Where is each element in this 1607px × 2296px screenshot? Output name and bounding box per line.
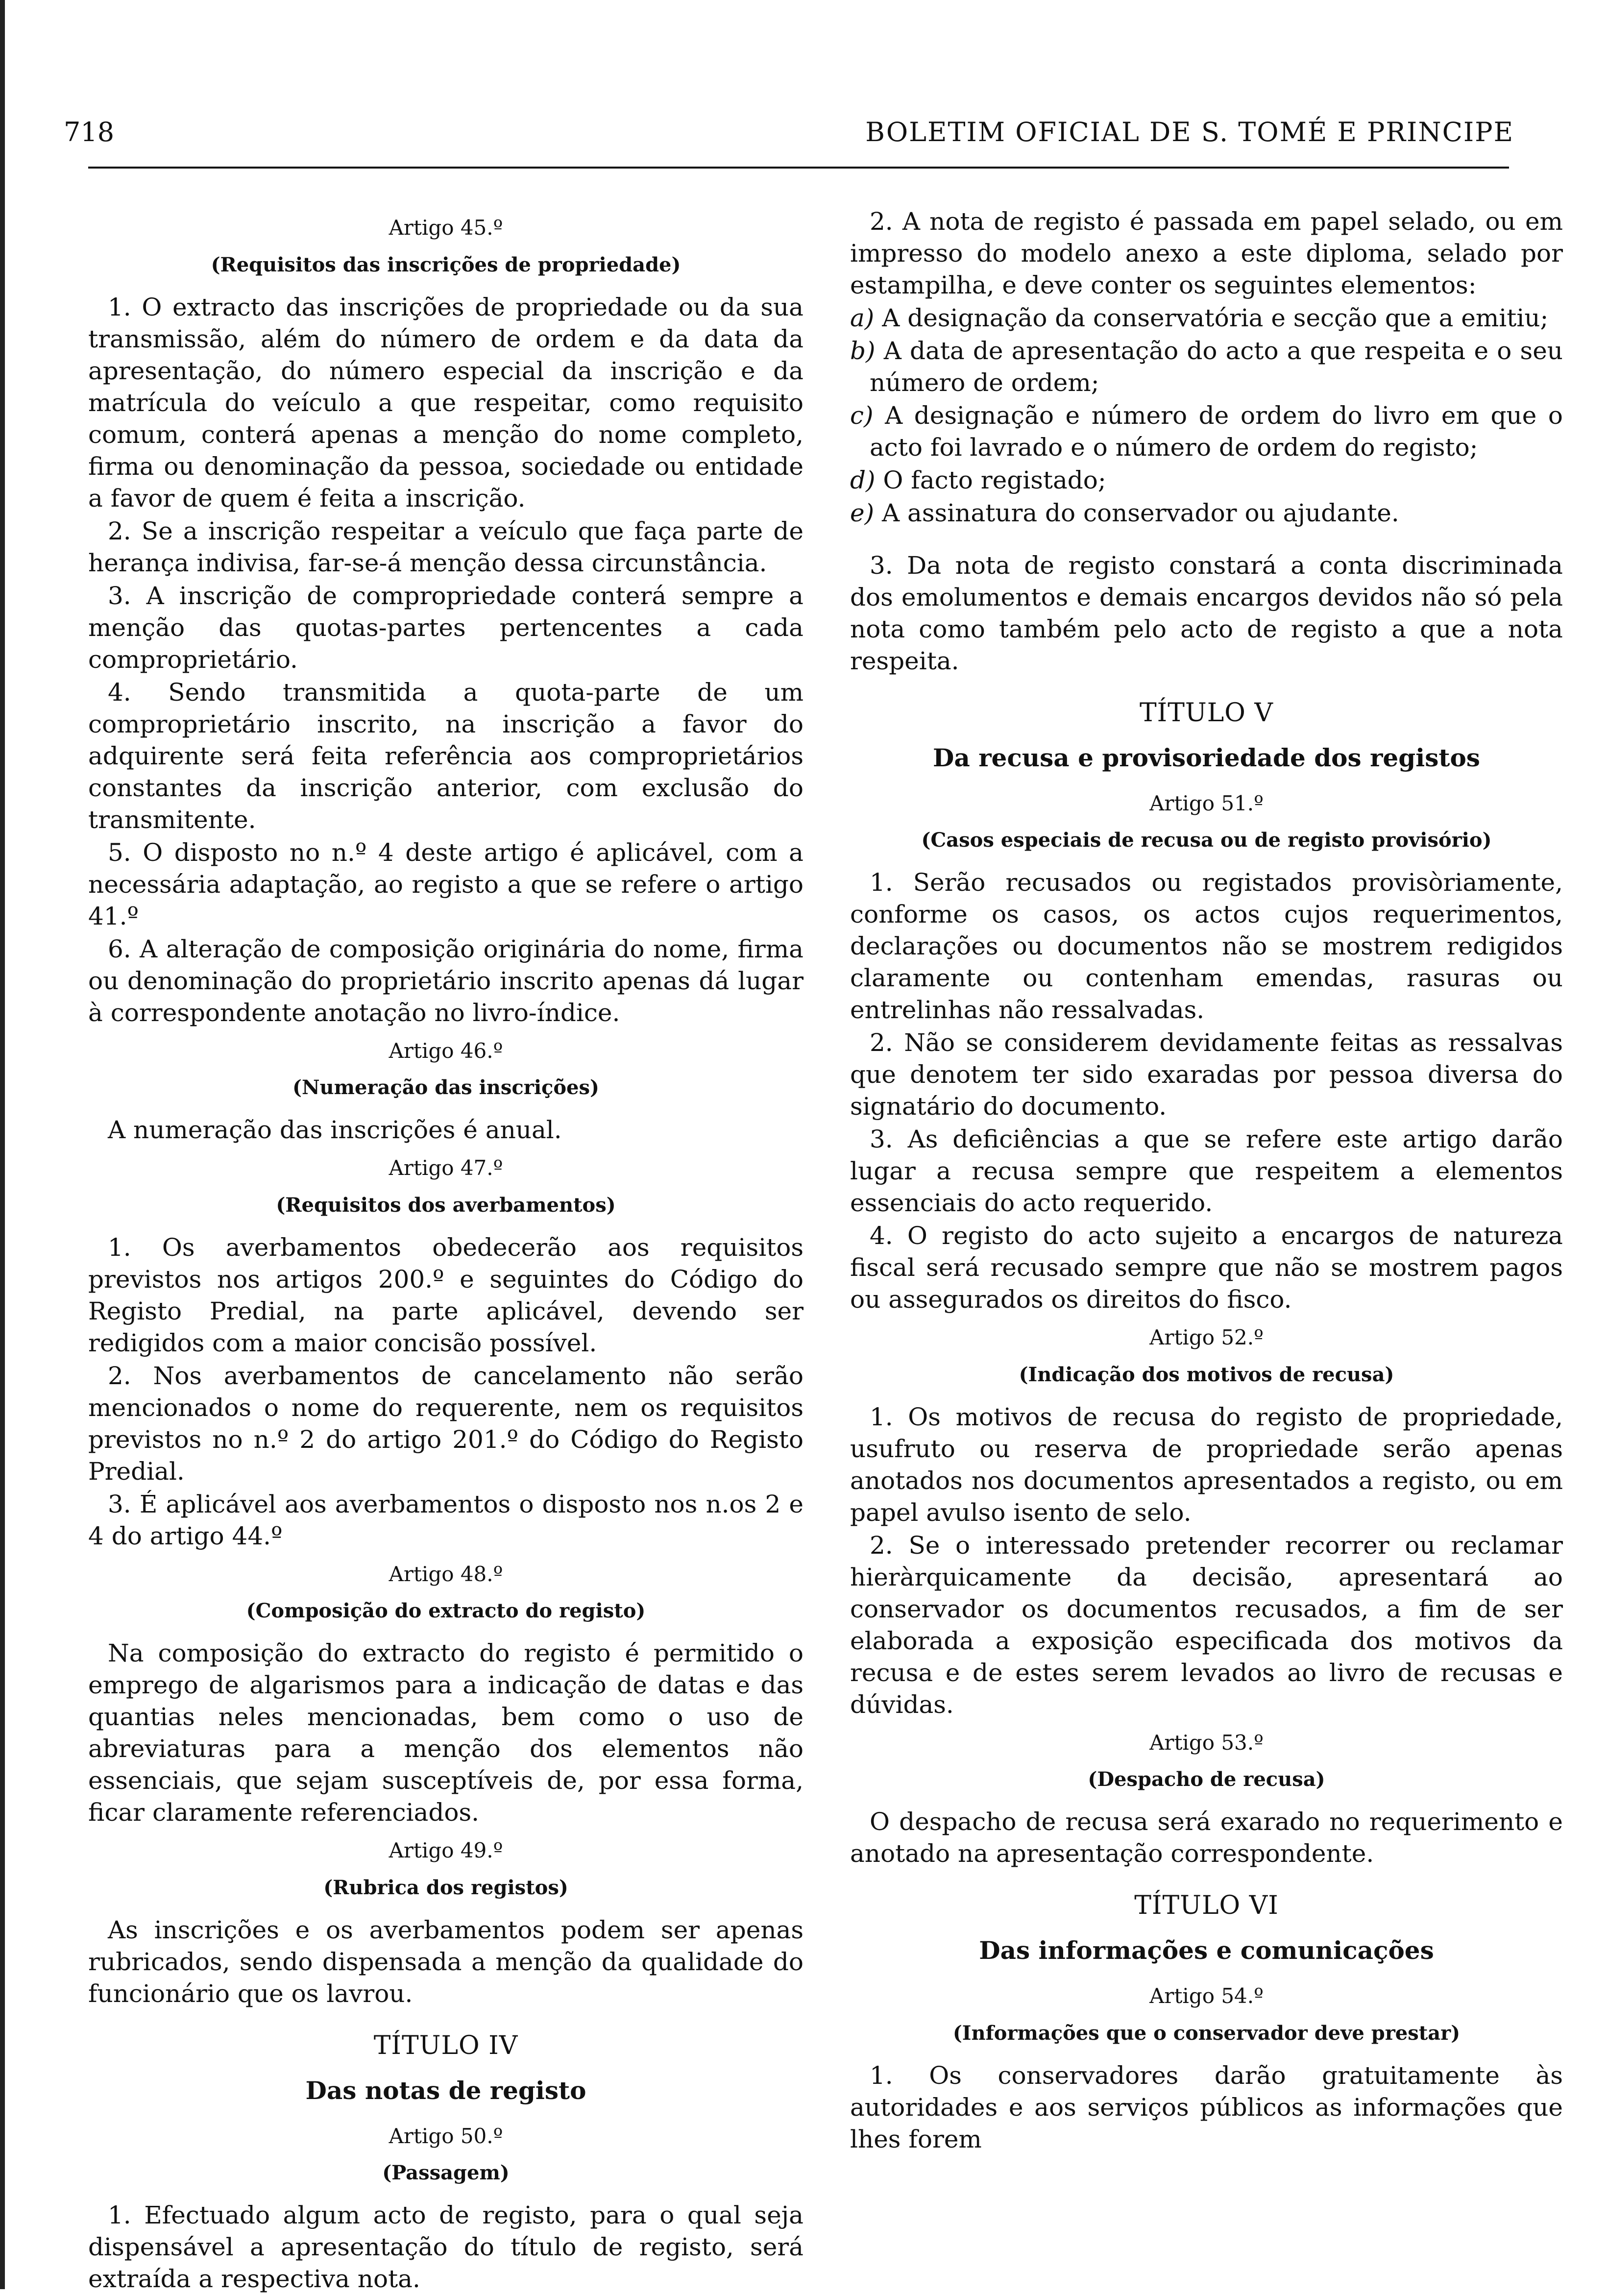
list-item-text: A designação e número de ordem do livro em que o acto foi lavrado e o número de ordem do registo; <box>870 401 1563 462</box>
page-number: 718 <box>64 117 115 147</box>
article-49-paragraph: As inscrições e os averbamentos podem ser apenas rubricados, sendo dispensada a menção da qualidade do funcionário que os lavrou. <box>88 1915 804 2008</box>
list-item-label: b) <box>850 337 876 365</box>
list-item <box>850 302 1563 334</box>
list-item <box>850 400 1563 464</box>
article-53-paragraph: O despacho de recusa será exarado no requerimento e anotado na apresentação correspondente. <box>850 1807 1563 1868</box>
list-item <box>850 464 1563 496</box>
article-54-subtitle: (Informações que o conservador deve prestar) <box>952 2021 1461 2045</box>
article-45-paragraph: 6. A alteração de composição originária do nome, firma ou denominação do proprietário inscrito apenas dá lugar à correspondente anotação no livro-índice. <box>88 934 804 1027</box>
titulo-5-subtitle: Da recusa e provisoriedade dos registos <box>933 743 1480 772</box>
titulo-4-subtitle: Das notas de registo <box>305 2076 586 2105</box>
spacer <box>850 530 1563 550</box>
list-item <box>850 497 1563 529</box>
article-52-subtitle: (Indicação dos motivos de recusa) <box>1019 1363 1394 1386</box>
article-50-paragraph: 1. Efectuado algum acto de registo, para o qual seja dispensável a apresentação do título de registo, será extraída a respectiva nota. <box>88 2201 804 2294</box>
article-50-paragraph: 3. Da nota de registo constará a conta discriminada dos emolumentos e demais encargos devidos não só pela nota como também pelo acto de registo a que a nota respeita. <box>850 551 1563 675</box>
article-53-subtitle: (Despacho de recusa) <box>1088 1768 1325 1791</box>
article-52-heading: Artigo 52.º <box>1149 1325 1264 1350</box>
list-item-text: A assinatura do conservador ou ajudante. <box>882 499 1399 527</box>
right-column <box>850 206 1563 2156</box>
article-48-paragraph: Na composição do extracto do registo é permitido o emprego de algarismos para a indicação de datas e das quantias neles mencionadas, bem como o uso de abreviaturas para a menção dos elementos não essenciais, que sejam susceptíveis de, por essa forma, ficar claramente referenciados. <box>88 1639 804 1827</box>
header-rule <box>88 167 1509 169</box>
article-45-paragraph: 5. O disposto no n.º 4 deste artigo é aplicável, com a necessária adaptação, ao registo a que se refere o artigo 41.º <box>88 838 804 930</box>
list-item-text: A designação da conservatória e secção que a emitiu; <box>882 304 1549 332</box>
article-47-paragraph: 3. É aplicável aos averbamentos o disposto nos n.os 2 e 4 do artigo 44.º <box>88 1490 804 1550</box>
article-45-paragraph: 1. O extracto das inscrições de propriedade ou da sua transmissão, além do número de ordem e da data da apresentação, do número especial da inscrição e da matrícula do veículo a que respeitar, como requisito comum, conterá apenas a menção do nome completo, firma ou denominação da pessoa, sociedade ou entidade a favor de quem é feita a inscrição. <box>88 293 804 513</box>
article-52-paragraph: 1. Os motivos de recusa do registo de propriedade, usufruto ou reserva de propriedade serão apenas anotados nos documentos apresentados a registo, ou em papel avulso isento de selo. <box>850 1402 1563 1527</box>
page-header <box>64 107 1514 151</box>
article-49-heading: Artigo 49.º <box>389 1838 503 1863</box>
article-45-subtitle: (Requisitos das inscrições de propriedade) <box>211 253 681 276</box>
article-47-paragraph: 1. Os averbamentos obedecerão aos requisitos previstos nos artigos 200.º e seguintes do Código do Registo Predial, na parte aplicável, devendo ser redigidos com a maior concisão possível. <box>88 1233 804 1357</box>
list-item-text: O facto registado; <box>883 466 1106 494</box>
left-column <box>88 206 804 2296</box>
article-52-paragraph: 2. Se o interessado pretender recorrer ou reclamar hieràrquicamente da decisão, apresentará ao conservador os documentos recusados, a fim de ser elaborada a exposição especificada dos motivos da recusa e de estes serem levados ao livro de recusas e dúvidas. <box>850 1531 1563 1719</box>
article-50-paragraph: 2. A nota de registo é passada em papel selado, ou em impresso do modelo anexo a este diploma, selado por estampilha, e deve conter os seguintes elementos: <box>850 207 1563 299</box>
scan-edge <box>0 0 5 2289</box>
article-49-subtitle: (Rubrica dos registos) <box>323 1876 568 1899</box>
article-53-heading: Artigo 53.º <box>1149 1730 1264 1755</box>
article-51-paragraph: 2. Não se considerem devidamente feitas as ressalvas que denotem ter sido exaradas por pessoa diversa do signatário do documento. <box>850 1028 1563 1121</box>
article-46-subtitle: (Numeração das inscrições) <box>292 1076 599 1099</box>
article-51-paragraph: 4. O registo do acto sujeito a encargos de natureza fiscal será recusado sempre que não se mostrem pagos ou assegurados os direitos do fisco. <box>850 1221 1563 1314</box>
publication-title: BOLETIM OFICIAL DE S. TOMÉ E PRINCIPE <box>865 117 1514 147</box>
titulo-6-heading: TÍTULO VI <box>1134 1891 1279 1921</box>
article-54-paragraph: 1. Os conservadores darão gratuitamente às autoridades e aos serviços públicos as informações que lhes forem <box>850 2061 1563 2153</box>
article-45-paragraph: 2. Se a inscrição respeitar a veículo que faça parte de herança indivisa, far-se-á menção dessa circunstância. <box>88 516 804 577</box>
article-45-paragraph: 4. Sendo transmitida a quota-parte de um comproprietário inscrito, na inscrição a favor do adquirente será feita referência aos comproprietários constantes da inscrição anterior, com exclusão do transmitente. <box>88 678 804 834</box>
article-46-heading: Artigo 46.º <box>389 1038 503 1063</box>
article-47-subtitle: (Requisitos dos averbamentos) <box>276 1193 616 1217</box>
article-51-paragraph: 1. Serão recusados ou registados provisòriamente, conforme os casos, os actos cujos requerimentos, declarações ou documentos não se mostrem redigidos claramente ou contenham emendas, rasuras ou entrelinhas não ressalvadas. <box>850 868 1563 1025</box>
article-51-paragraph: 3. As deficiências a que se refere este artigo darão lugar a recusa sempre que respeitem a elementos essenciais do acto requerido. <box>850 1125 1563 1218</box>
list-item-label: e) <box>850 499 875 527</box>
article-48-heading: Artigo 48.º <box>389 1562 503 1586</box>
article-47-paragraph: 2. Nos averbamentos de cancelamento não serão mencionados o nome do requerente, nem os requisitos previstos no n.º 2 do artigo 201.º do Código do Registo Predial. <box>88 1361 804 1486</box>
list-item-text: A data de apresentação do acto a que respeita e o seu número de ordem; <box>870 337 1563 397</box>
article-50-subtitle: (Passagem) <box>382 2161 510 2185</box>
article-48-subtitle: (Composição do extracto do registo) <box>246 1599 646 1623</box>
article-46-paragraph: A numeração das inscrições é anual. <box>108 1116 562 1145</box>
article-50-heading: Artigo 50.º <box>389 2124 503 2148</box>
list-item-label: d) <box>850 466 876 494</box>
titulo-6-subtitle: Das informações e comunicações <box>979 1935 1434 1965</box>
article-47-heading: Artigo 47.º <box>389 1156 503 1180</box>
list-item <box>850 335 1563 399</box>
list-item-label: c) <box>850 401 874 430</box>
article-45-heading: Artigo 45.º <box>389 216 503 240</box>
titulo-4-heading: TÍTULO IV <box>373 2030 518 2060</box>
article-45-paragraph: 3. A inscrição de compropriedade conterá sempre a menção das quotas-partes pertencentes a cada comproprietário. <box>88 581 804 674</box>
list-item-label: a) <box>850 304 875 332</box>
titulo-5-heading: TÍTULO V <box>1140 698 1273 728</box>
article-54-heading: Artigo 54.º <box>1149 1983 1264 2008</box>
article-51-heading: Artigo 51.º <box>1149 791 1264 815</box>
article-51-subtitle: (Casos especiais de recusa ou de registo provisório) <box>921 829 1492 852</box>
